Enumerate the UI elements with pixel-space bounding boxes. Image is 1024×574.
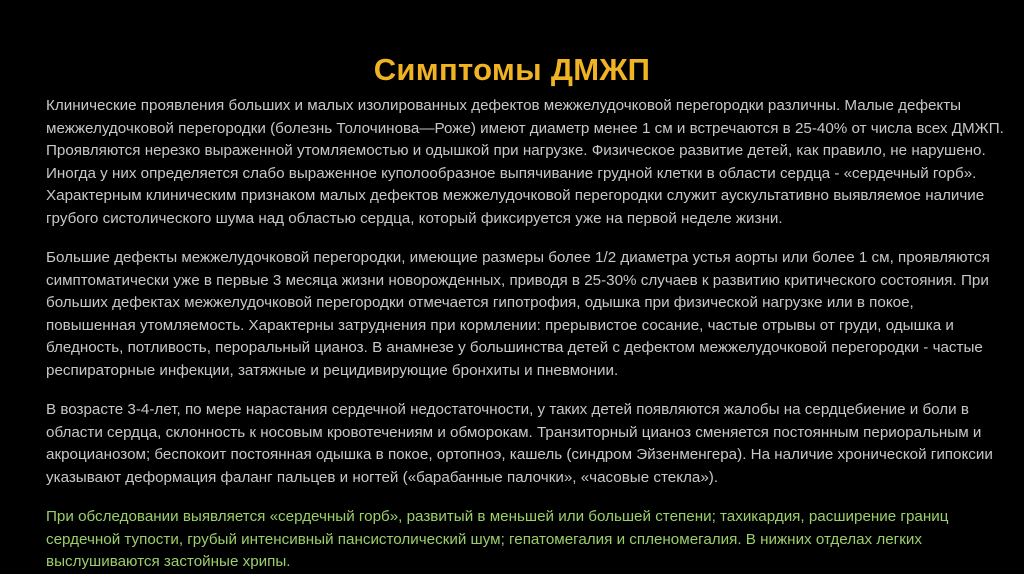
paragraph-gap	[46, 382, 1024, 399]
text-line: респираторные инфекции, затяжные и рецидивирующие бронхиты и пневмонии.	[46, 361, 619, 379]
text-line: больших дефектах межжелудочковой перегородки отмечается гипотрофия, одышка при физической нагрузке или в покое,	[46, 294, 914, 311]
text-line: повышенная утомляемость. Характерны затруднения при кормлении: прерывистое сосание, частые отрывы от груди, одышка и	[46, 316, 954, 334]
text-line: области сердца, склонность к носовым кровотечениям и обморокам. Транзиторный цианоз сменяется постоянным периоральным и	[46, 423, 982, 441]
text-line: При обследовании выявляется «сердечный горб», развитый в меньшей или большей степени; тахикардия, расширение границ	[46, 508, 949, 525]
slide-title: Симптомы ДМЖП	[373, 52, 651, 87]
text-line: Проявляются нерезко выраженной утомляемостью и одышкой при нагрузке. Физическое развитие детей, как правило, не нарушено.	[46, 142, 986, 159]
text-line: выслушиваются застойные хрипы.	[46, 553, 291, 570]
slide-body	[46, 95, 1024, 574]
paragraph-gap	[46, 230, 1024, 247]
text-line: указывают деформация фаланг пальцев и ногтей («барабанные палочки», «часовые стекла»).	[46, 468, 719, 486]
paragraph-gap	[46, 489, 1024, 506]
text-line: В возрасте 3-4-лет, по мере нарастания сердечной недостаточности, у таких детей появляются жалобы на сердцебиение и боли в	[46, 401, 969, 418]
paragraph-small-defects	[46, 95, 1024, 230]
text-line: бледность, потливость, перорaльный цианоз. В анамнезе у большинства детей с дефектом межжелудочковой перегородки - частые	[46, 339, 983, 356]
text-line: Характерным клиническим признаком малых дефектов межжелудочковой перегородки служит аускультативно выявляемое наличие	[46, 187, 985, 204]
text-line: Иногда у них определяется слабо выраженное куполообразное выпячивание грудной клетки в области сердца - «сердечный горб».	[46, 164, 977, 182]
text-line: грубого систолического шума над областью сердца, который фиксируется уже на первой неделе жизни.	[46, 209, 783, 227]
paragraph-examination	[46, 506, 1024, 574]
text-line: симптоматически уже в первые 3 месяца жизни новорожденных, приводя в 25-30% случаев к развитию критического состояния. При	[46, 271, 989, 289]
text-line: акроцианозом; беспокоит постоянная одышка в покое, ортопноэ, кашель (синдром Эйзенменгера). На наличие хронической гипоксии	[46, 446, 993, 463]
text-line: межжелудочковой перегородки (болезнь Толочинова—Роже) имеют диаметр менее 1 см и встречаются в 25-40% от числа всех ДМЖП.	[46, 119, 1004, 137]
text-line: сердечной тупости, грубый интенсивный пансистолический шум; гепатомегалия и спленомегалия. В нижних отделах легких	[46, 530, 922, 548]
text-line: Клинические проявления больших и малых изолированных дефектов межжелудочковой перегородки различны. Малые дефекты	[46, 97, 962, 114]
text-line: Большие дефекты межжелудочковой перегородки, имеющие размеры более 1/2 диаметра устья аорты или более 1 см, проявляются	[46, 249, 990, 266]
paragraph-age-3-4	[46, 399, 1024, 489]
paragraph-large-defects	[46, 247, 1024, 382]
